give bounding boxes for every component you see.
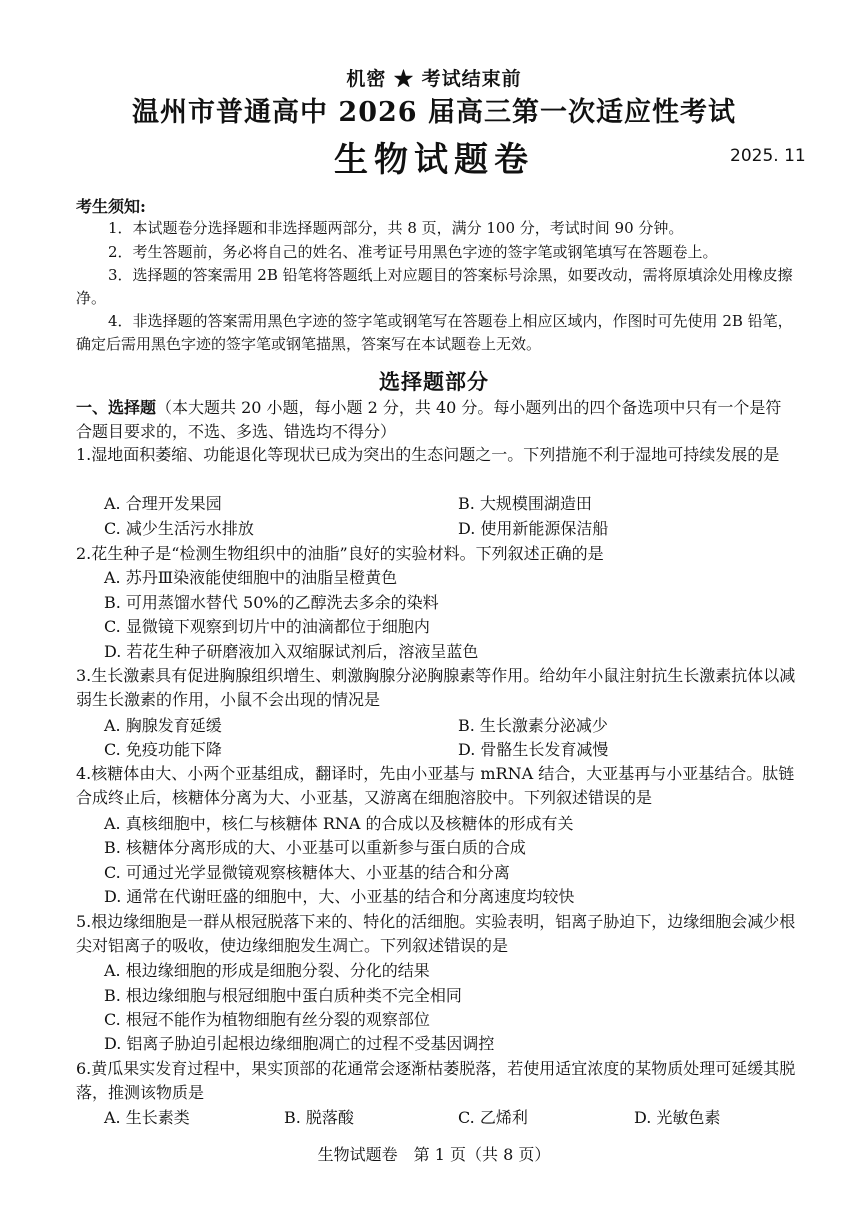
part-one-description: （本大题共 20 小题，每小题 2 分，共 40 分。每小题列出的四个备选项中只有一个是符合题目要求的，不选、多选、错选均不得分）	[76, 398, 782, 441]
question-number: 6.	[76, 1059, 92, 1078]
section-title: 选择题部分	[379, 369, 489, 394]
part-one-intro	[76, 396, 796, 444]
subject-title: 生物试题卷	[334, 140, 534, 180]
question-number: 1.	[76, 445, 92, 464]
option-c: C. 免疫功能下降	[104, 740, 222, 759]
option-b: B. 生长激素分泌减少	[458, 716, 608, 735]
question-stem: 根边缘细胞是一群从根冠脱落下来的、特化的活细胞。实验表明，铝离子胁迫下，边缘细胞会减少根尖对铝离子的吸收，使边缘细胞发生凋亡。下列叙述错误的是	[76, 912, 796, 955]
option-d: D. 铝离子胁迫引起根边缘细胞凋亡的过程不受基因调控	[104, 1034, 495, 1053]
option-c: C. 显微镜下观察到切片中的油滴都位于细胞内	[104, 617, 430, 636]
option-a: A. 合理开发果园	[104, 494, 222, 513]
notice-item-1: 1．本试题卷分选择题和非选择题两部分，共 8 页，满分 100 分，考试时间 90 分钟。	[108, 219, 684, 237]
question-3	[76, 664, 796, 712]
option-d: D. 若花生种子研磨液加入双缩脲试剂后，溶液呈蓝色	[104, 642, 479, 661]
option-a: A. 真核细胞中，核仁与核糖体 RNA 的合成以及核糖体的形成有关	[104, 814, 574, 833]
question-2	[76, 542, 796, 566]
option-c: C. 根冠不能作为植物细胞有丝分裂的观察部位	[104, 1010, 430, 1029]
option-b: B. 可用蒸馏水替代 50%的乙醇洗去多余的染料	[104, 593, 439, 612]
question-stem: 生长激素具有促进胸腺组织增生、刺激胸腺分泌胸腺素等作用。给幼年小鼠注射抗生长激素抗体以减弱生长激素的作用，小鼠不会出现的情况是	[76, 666, 796, 709]
option-c: C. 乙烯利	[458, 1108, 528, 1127]
option-d: D. 光敏色素	[634, 1108, 721, 1127]
option-d: D. 骨骼生长发育减慢	[458, 740, 609, 759]
question-number: 2.	[76, 544, 92, 563]
option-b: B. 脱落酸	[284, 1108, 354, 1127]
question-stem: 黄瓜果实发育过程中，果实顶部的花通常会逐渐枯萎脱落，若使用适宜浓度的某物质处理可延缓其脱落，推测该物质是	[76, 1059, 796, 1102]
question-number: 5.	[76, 912, 92, 931]
option-b: B. 核糖体分离形成的大、小亚基可以重新参与蛋白质的合成	[104, 838, 526, 857]
part-one-heading: 一、选择题	[76, 398, 157, 417]
notice-title: 考生须知:	[76, 197, 146, 216]
question-5	[76, 910, 796, 958]
option-c: C. 可通过光学显微镜观察核糖体大、小亚基的结合和分离	[104, 863, 510, 882]
question-4	[76, 762, 796, 810]
question-stem: 核糖体由大、小两个亚基组成，翻译时，先由小亚基与 mRNA 结合，大亚基再与小亚基结合。肽链合成终止后，核糖体分离为大、小亚基，又游离在细胞溶胶中。下列叙述错误的是	[76, 764, 795, 807]
question-6	[76, 1057, 796, 1105]
question-number: 4.	[76, 764, 92, 783]
option-b: B. 大规模围湖造田	[458, 494, 592, 513]
option-d: D. 通常在代谢旺盛的细胞中，大、小亚基的结合和分离速度均较快	[104, 887, 575, 906]
option-c: C. 减少生活污水排放	[104, 519, 254, 538]
question-number: 3.	[76, 666, 92, 685]
exam-title: 温州市普通高中 2026 届高三第一次适应性考试	[132, 97, 736, 128]
option-a: A. 苏丹Ⅲ染液能使细胞中的油脂呈橙黄色	[104, 568, 398, 587]
notice-item-4: 4．非选择题的答案需用黑色字迹的签字笔或钢笔写在答题卷上相应区域内，作图时可先使用 2B 铅笔，确定后需用黑色字迹的签字笔或钢笔描黑，答案写在本试题卷上无效。	[76, 312, 793, 353]
notice-item-3: 3．选择题的答案需用 2B 铅笔将答题纸上对应题目的答案标号涂黑，如要改动，需将原填涂处用橡皮擦净。	[76, 266, 793, 307]
page-footer: 生物试题卷 第 1 页（共 8 页）	[317, 1145, 551, 1164]
option-b: B. 根边缘细胞与根冠细胞中蛋白质种类不完全相同	[104, 986, 462, 1005]
question-stem: 花生种子是“检测生物组织中的油脂”良好的实验材料。下列叙述正确的是	[91, 544, 604, 563]
exam-date: 2025. 11	[730, 146, 806, 166]
option-a: A. 胸腺发育延缓	[104, 716, 222, 735]
question-1	[76, 443, 796, 467]
option-d: D. 使用新能源保洁船	[458, 519, 609, 538]
question-stem: 湿地面积萎缩、功能退化等现状已成为突出的生态问题之一。下列措施不利于湿地可持续发展的是	[91, 445, 780, 464]
notice-item-2: 2．考生答题前，务必将自己的姓名、准考证号用黑色字迹的签字笔或钢笔填写在答题卷上。	[108, 243, 718, 261]
option-a: A. 根边缘细胞的形成是细胞分裂、分化的结果	[104, 961, 430, 980]
confidential-header: 机密 ★ 考试结束前	[346, 68, 522, 90]
option-a: A. 生长素类	[104, 1108, 190, 1127]
